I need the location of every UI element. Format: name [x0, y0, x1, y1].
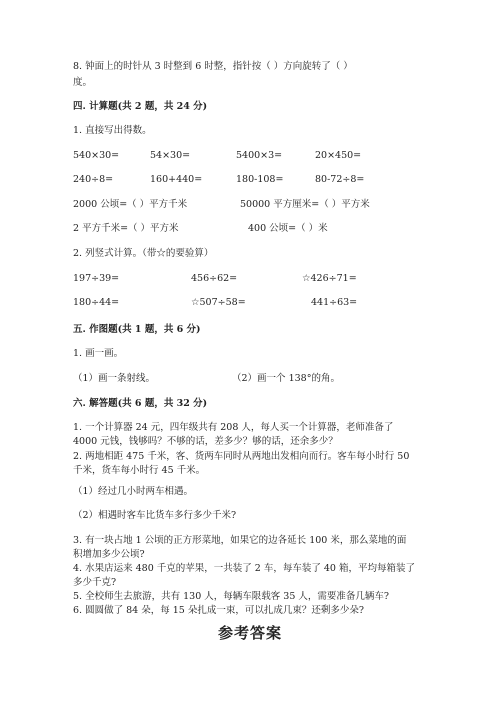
- answer-key-title: 参考答案: [217, 624, 282, 642]
- calc-r1-c3: 5400×3=: [236, 150, 283, 161]
- problem-6: 6. 圆圆做了 84 朵，每 15 朵扎成一束，可以扎成几束？还剩多少朵?: [73, 605, 364, 616]
- section6-title: 六. 解答题(共 6 题，共 32 分): [73, 398, 208, 409]
- calc-r1-c4: 20×450=: [315, 150, 362, 161]
- problem-4-line1: 4. 水果店运来 480 千克的苹果，一共装了 2 车，每车装了 40 箱，平均每箱装了: [73, 563, 415, 574]
- problem-3-line2: 积增加多少公顷?: [73, 549, 145, 560]
- calc-r1-c1: 540×30=: [73, 150, 120, 161]
- unit-r3-c1: 2000 公顷=（ ）平方千米: [73, 199, 188, 210]
- calc-r2-c2: 160+440=: [150, 174, 203, 185]
- problem-2-line2: 千米，货车每小时行 45 千米。: [73, 465, 206, 476]
- calc-r1-c2: 54×30=: [150, 150, 191, 161]
- div-r6-c3: 441÷63=: [311, 297, 358, 308]
- unit-r3-c2: 50000 平方厘米=（ ）平方米: [240, 199, 370, 210]
- div-r6-c2: ☆507÷58=: [191, 297, 246, 308]
- problem-1-line1: 1. 一个计算器 24 元，四年级共有 208 人，每人买一个计算器，老师准备了: [73, 422, 394, 433]
- problem-5: 5. 全校师生去旅游，共有 130 人，每辆车限载客 35 人，需要准备几辆车?: [73, 591, 389, 602]
- unit-r4-c1: 2 平方千米=（ ）平方米: [73, 223, 179, 234]
- draw-item-2: （2）画一个 138°的角。: [232, 373, 340, 384]
- problem-3-line1: 3. 有一块占地 1 公顷的正方形菜地，如果它的边各延长 100 米，那么菜地的面: [73, 535, 407, 546]
- div-r5-c3: ☆426÷71=: [302, 273, 357, 284]
- section4-q1-title: 1. 直接写出得数。: [73, 125, 152, 136]
- q8-line1: 8. 钟面上的时针从 3 时整到 6 时整，指针按（ ）方向旋转了（ ）: [73, 61, 353, 72]
- problem-2-sub2: （2）相遇时客车比货车多行多少千米?: [73, 510, 237, 521]
- calc-r2-c3: 180-108=: [236, 174, 284, 185]
- problem-2-line1: 2. 两地相距 475 千米，客、货两车同时从两地出发相向而行。客车每小时行 50: [73, 451, 410, 462]
- div-r5-c1: 197÷39=: [73, 273, 120, 284]
- section5-q1-title: 1. 画一画。: [73, 348, 124, 359]
- div-r5-c2: 456÷62=: [191, 273, 238, 284]
- calc-r2-c4: 80-72÷8=: [315, 174, 365, 185]
- section5-title: 五. 作图题(共 1 题，共 6 分): [73, 324, 201, 335]
- problem-4-line2: 多少千克?: [73, 577, 117, 588]
- q8-line2: 度。: [73, 77, 93, 88]
- section4-title: 四. 计算题(共 2 题，共 24 分): [73, 101, 208, 112]
- section4-q2-title: 2. 列竖式计算。（带☆的要验算）: [73, 248, 214, 259]
- problem-1-line2: 4000 元钱，钱够吗？不够的话，差多少？够的话，还余多少？: [73, 436, 338, 447]
- problem-2-sub1: （1）经过几小时两车相遇。: [73, 486, 194, 497]
- div-r6-c1: 180÷44=: [73, 297, 120, 308]
- unit-r4-c2: 400 公顷=（ ）米: [248, 223, 328, 234]
- draw-item-1: （1）画一条射线。: [73, 373, 156, 384]
- calc-r2-c1: 240÷8=: [73, 174, 114, 185]
